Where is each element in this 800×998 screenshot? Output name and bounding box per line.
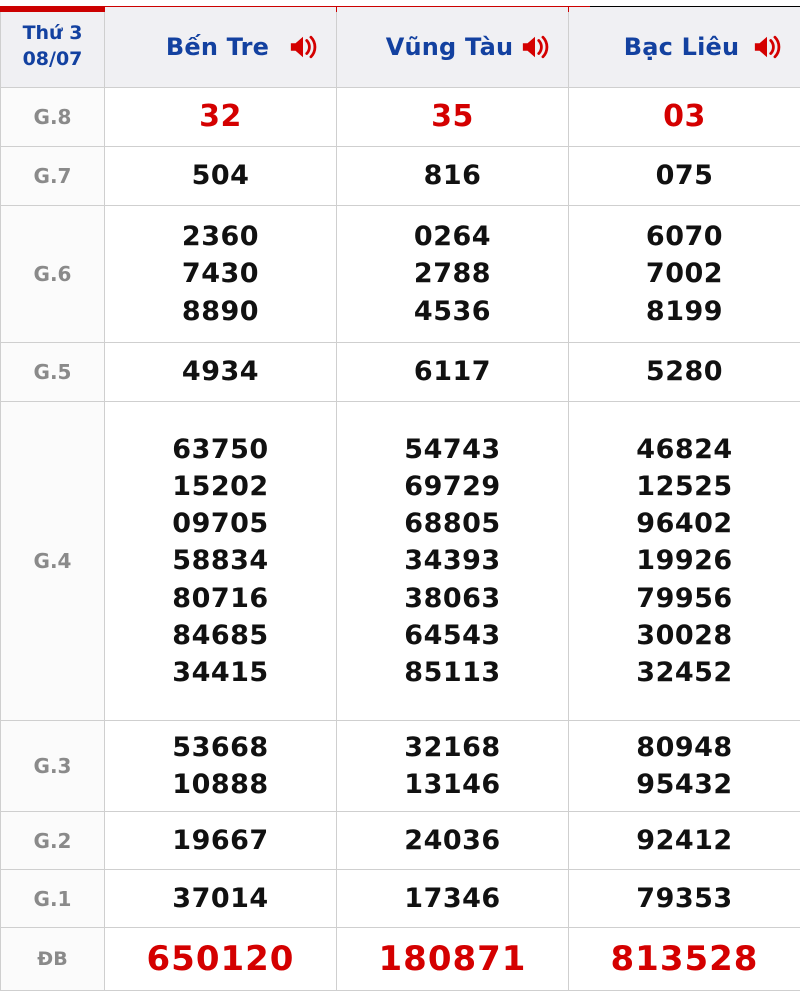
lottery-results-table [0, 6, 800, 991]
prize-number: 8890 [105, 293, 336, 330]
prize-number: 4536 [337, 293, 568, 330]
table-header-row [1, 7, 800, 88]
prize-number: 34393 [337, 542, 568, 579]
prize-numbers-cell [569, 206, 800, 343]
prize-number: 95432 [569, 766, 800, 803]
prize-number: 69729 [337, 468, 568, 505]
prize-number: 6070 [569, 218, 800, 255]
prize-numbers-cell [337, 147, 569, 206]
table-row [1, 402, 800, 721]
table-row [1, 928, 800, 991]
prize-number: 79353 [569, 880, 800, 917]
prize-number: 075 [569, 157, 800, 194]
province-name-1: Vũng Tàu [386, 33, 520, 61]
table-body [1, 88, 800, 991]
prize-number: 19667 [105, 822, 336, 859]
prize-numbers-cell [569, 928, 800, 991]
date-daymonth: 08/07 [1, 47, 104, 73]
prize-number: 13146 [337, 766, 568, 803]
prize-numbers-cell [569, 343, 800, 402]
prize-number: 15202 [105, 468, 336, 505]
prize-number: 96402 [569, 505, 800, 542]
prize-number: 650120 [105, 936, 336, 983]
speaker-icon[interactable] [520, 33, 550, 61]
province-name-2: Bạc Liêu [624, 33, 746, 61]
prize-numbers-cell [105, 402, 337, 721]
table-row [1, 721, 800, 812]
prize-label: G.7 [1, 147, 105, 206]
table-row [1, 206, 800, 343]
prize-number: 6117 [337, 353, 568, 390]
prize-number: 32452 [569, 654, 800, 691]
prize-number: 63750 [105, 431, 336, 468]
table-row [1, 88, 800, 147]
prize-label: G.6 [1, 206, 105, 343]
prize-number: 37014 [105, 880, 336, 917]
prize-number: 180871 [337, 936, 568, 983]
province-header-0[interactable] [105, 7, 337, 88]
date-cell [1, 7, 105, 88]
lottery-results-panel [0, 6, 800, 998]
table-row [1, 147, 800, 206]
prize-numbers-cell [569, 870, 800, 928]
prize-number: 504 [105, 157, 336, 194]
province-header-1[interactable] [337, 7, 569, 88]
prize-number: 92412 [569, 822, 800, 859]
prize-number: 12525 [569, 468, 800, 505]
prize-number: 35 [337, 96, 568, 137]
prize-number: 32 [105, 96, 336, 137]
prize-number: 17346 [337, 880, 568, 917]
prize-numbers-cell [337, 721, 569, 812]
prize-numbers-cell [337, 812, 569, 870]
prize-number: 10888 [105, 766, 336, 803]
prize-number: 5280 [569, 353, 800, 390]
prize-number: 03 [569, 96, 800, 137]
prize-label: G.2 [1, 812, 105, 870]
prize-label: G.3 [1, 721, 105, 812]
prize-numbers-cell [337, 343, 569, 402]
prize-label: G.4 [1, 402, 105, 721]
prize-number: 32168 [337, 729, 568, 766]
prize-numbers-cell [105, 206, 337, 343]
table-row [1, 343, 800, 402]
province-name-0: Bến Tre [166, 33, 275, 61]
prize-numbers-cell [569, 402, 800, 721]
prize-numbers-cell [569, 88, 800, 147]
prize-numbers-cell [337, 88, 569, 147]
prize-numbers-cell [337, 870, 569, 928]
prize-numbers-cell [569, 721, 800, 812]
prize-number: 2788 [337, 255, 568, 292]
prize-label: G.8 [1, 88, 105, 147]
prize-number: 19926 [569, 542, 800, 579]
prize-numbers-cell [105, 343, 337, 402]
prize-numbers-cell [337, 206, 569, 343]
prize-numbers-cell [105, 721, 337, 812]
table-row [1, 812, 800, 870]
prize-number: 24036 [337, 822, 568, 859]
speaker-icon[interactable] [288, 33, 318, 61]
prize-number: 68805 [337, 505, 568, 542]
prize-number: 54743 [337, 431, 568, 468]
prize-numbers-cell [105, 147, 337, 206]
prize-number: 2360 [105, 218, 336, 255]
prize-number: 7002 [569, 255, 800, 292]
prize-number: 09705 [105, 505, 336, 542]
prize-number: 84685 [105, 617, 336, 654]
prize-label: G.5 [1, 343, 105, 402]
prize-number: 53668 [105, 729, 336, 766]
prize-number: 58834 [105, 542, 336, 579]
table-row [1, 870, 800, 928]
prize-number: 80948 [569, 729, 800, 766]
prize-number: 4934 [105, 353, 336, 390]
prize-numbers-cell [569, 812, 800, 870]
province-header-2[interactable] [569, 7, 800, 88]
prize-number: 38063 [337, 580, 568, 617]
speaker-icon[interactable] [752, 33, 782, 61]
table-header [1, 7, 800, 88]
prize-number: 85113 [337, 654, 568, 691]
prize-numbers-cell [105, 812, 337, 870]
prize-numbers-cell [569, 147, 800, 206]
prize-number: 8199 [569, 293, 800, 330]
prize-number: 0264 [337, 218, 568, 255]
prize-label: ĐB [1, 928, 105, 991]
prize-number: 64543 [337, 617, 568, 654]
prize-number: 80716 [105, 580, 336, 617]
prize-number: 813528 [569, 936, 800, 983]
prize-number: 30028 [569, 617, 800, 654]
prize-number: 7430 [105, 255, 336, 292]
prize-numbers-cell [337, 928, 569, 991]
prize-numbers-cell [337, 402, 569, 721]
prize-number: 79956 [569, 580, 800, 617]
prize-numbers-cell [105, 870, 337, 928]
prize-label: G.1 [1, 870, 105, 928]
date-weekday: Thứ 3 [1, 21, 104, 47]
prize-number: 816 [337, 157, 568, 194]
prize-number: 46824 [569, 431, 800, 468]
prize-numbers-cell [105, 88, 337, 147]
prize-numbers-cell [105, 928, 337, 991]
prize-number: 34415 [105, 654, 336, 691]
